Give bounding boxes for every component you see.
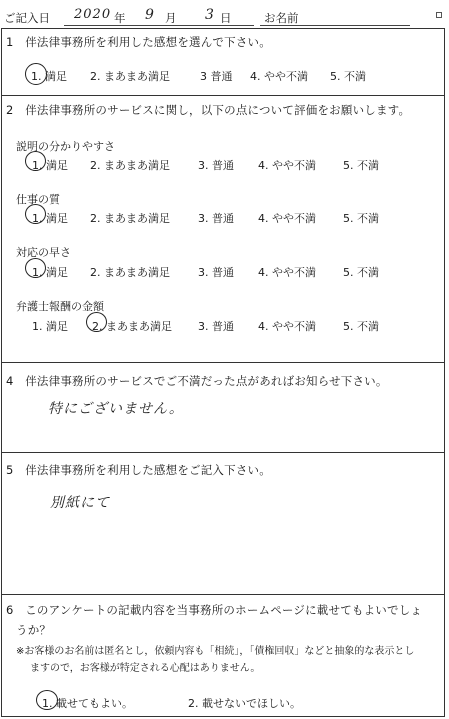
month-label: 月 [165,11,177,25]
q1-selected-circle [25,63,47,85]
divider-1 [1,95,445,96]
q2-item-3-option-5[interactable]: 5. 不満 [343,266,379,279]
q2-item-4-option-1[interactable]: 1. 満足 [32,320,68,333]
q2-item-1-option-2[interactable]: 2. まあまあ満足 [90,159,170,172]
name-underline [260,25,410,26]
q1-option-2[interactable]: 2. まあまあ満足 [90,70,170,83]
q4-title: 4 伴法律事務所のサービスでご不満だった点があればお知らせ下さい。 [6,374,388,388]
q2-item-3-label: 対応の早さ [16,246,71,259]
q2-item-3-selected-circle [25,258,46,278]
q6-note-line2: ますので，お客様が特定される心配はありません。 [30,663,261,674]
q2-item-2-selected-circle [25,204,46,224]
q4-answer[interactable]: 特にございません。 [48,401,184,417]
q1-option-4[interactable]: 4. やや不満 [250,70,308,83]
q2-item-3-option-3[interactable]: 3. 普通 [198,266,234,279]
q2-item-1-label: 説明の分かりやすさ [16,140,115,153]
q2-item-1-option-4[interactable]: 4. やや不満 [258,159,316,172]
q2-item-2-option-2[interactable]: 2. まあまあ満足 [90,212,170,225]
divider-4 [1,594,445,595]
q6-option-1[interactable]: 1. 載せてもよい。 [42,697,133,710]
q6-title-line1: 6 このアンケートの記載内容を当事務所のホームページに載せてもよいでしょ [6,603,423,617]
q2-item-1-selected-circle [25,151,46,171]
name-label: お名前 [264,11,299,25]
q2-item-2-label: 仕事の質 [16,193,60,206]
q2-item-3-option-4[interactable]: 4. やや不満 [258,266,316,279]
q2-item-4-option-4[interactable]: 4. やや不満 [258,320,316,333]
year-label: 年 [114,11,126,25]
divider-2 [1,362,445,363]
q2-item-1-option-5[interactable]: 5. 不満 [343,159,379,172]
date-underline [64,25,254,26]
q2-title: 2 伴法律事務所のサービスに関し，以下の点について評価をお願いします。 [6,103,411,117]
q2-item-2-option-4[interactable]: 4. やや不満 [258,212,316,225]
q1-option-1[interactable]: 1. 満足 [31,70,67,83]
q2-item-1-option-1[interactable]: 1. 満足 [32,159,68,172]
day-value[interactable]: 3 [205,7,215,23]
q2-item-4-label: 弁護士報酬の金額 [16,300,104,313]
q2-item-2-option-1[interactable]: 1. 満足 [32,212,68,225]
month-value[interactable]: 9 [145,7,155,23]
q2-item-2-option-5[interactable]: 5. 不満 [343,212,379,225]
q5-answer[interactable]: 別紙にて [50,495,110,511]
q6-selected-circle [36,690,58,710]
q2-item-2-option-3[interactable]: 3. 普通 [198,212,234,225]
q1-title: 1 伴法律事務所を利用した感想を選んで下さい。 [6,35,271,49]
date-label: ご記入日 [4,11,50,25]
q1-option-3[interactable]: 3 普通 [200,70,233,83]
q6-option-2[interactable]: 2. 載せないでほしい。 [188,697,301,710]
q2-item-3-option-2[interactable]: 2. まあまあ満足 [90,266,170,279]
q2-item-4-option-3[interactable]: 3. 普通 [198,320,234,333]
q2-item-3-option-1[interactable]: 1. 満足 [32,266,68,279]
q2-item-4-option-2[interactable]: 2. まあまあ満足 [92,320,172,333]
q6-title-line2: うか？ [16,623,52,637]
year-value[interactable]: 2020 [74,7,112,22]
q5-title: 5 伴法律事務所を利用した感想をご記入下さい。 [6,463,271,477]
q1-option-5[interactable]: 5. 不満 [330,70,366,83]
corner-mark [436,12,442,18]
q2-item-4-selected-circle [86,312,107,332]
q6-note-line1: ※お客様のお名前は匿名とし，依頼内容も「相続」，「債権回収」などと抽象的な表示とし [16,646,415,657]
q2-item-4-option-5[interactable]: 5. 不満 [343,320,379,333]
q2-item-1-option-3[interactable]: 3. 普通 [198,159,234,172]
day-label: 日 [220,11,232,25]
divider-3 [1,452,445,453]
